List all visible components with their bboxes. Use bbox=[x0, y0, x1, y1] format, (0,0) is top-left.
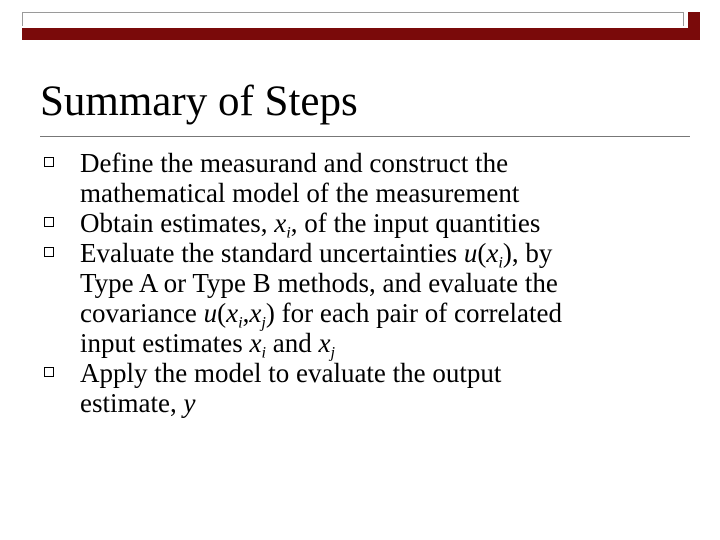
bullet-2-line-1: Obtain estimates, $x_i$, of the input quantities bbox=[80, 208, 541, 242]
bullet-4-line-1: Apply the model to evaluate the output bbox=[80, 358, 502, 388]
bullet-item-2 bbox=[40, 208, 700, 242]
bullet-4-line-2: estimate, y bbox=[80, 388, 196, 418]
slide-title: Summary of Steps bbox=[40, 78, 358, 125]
header-accent-bar bbox=[22, 28, 700, 40]
title-divider bbox=[40, 136, 690, 137]
bullet-item-4 bbox=[40, 358, 700, 418]
bullet-3-line-3: covariance $u(x_i,x_j)$ for each pair of correlated bbox=[80, 298, 562, 332]
bullet-item-3 bbox=[40, 238, 700, 362]
hollow-square-icon bbox=[44, 367, 54, 377]
hollow-square-icon bbox=[44, 157, 54, 167]
header-frame bbox=[22, 12, 684, 26]
bullet-1-line-1: Define the measurand and construct the bbox=[80, 148, 509, 178]
bullet-3-line-2: Type A or Type B methods, and evaluate the bbox=[80, 268, 558, 298]
bullet-item-1 bbox=[40, 148, 700, 208]
hollow-square-icon bbox=[44, 217, 54, 227]
bullet-3-line-4: input estimates $x_i$ and $x_j$ bbox=[80, 328, 335, 362]
bullet-1-line-2: mathematical model of the measurement bbox=[80, 178, 520, 208]
bullet-3-line-1: Evaluate the standard uncertainties $u(x_i)$, by bbox=[80, 238, 553, 272]
header-accent-corner bbox=[688, 12, 700, 28]
bullet-list bbox=[40, 148, 700, 418]
hollow-square-icon bbox=[44, 247, 54, 257]
